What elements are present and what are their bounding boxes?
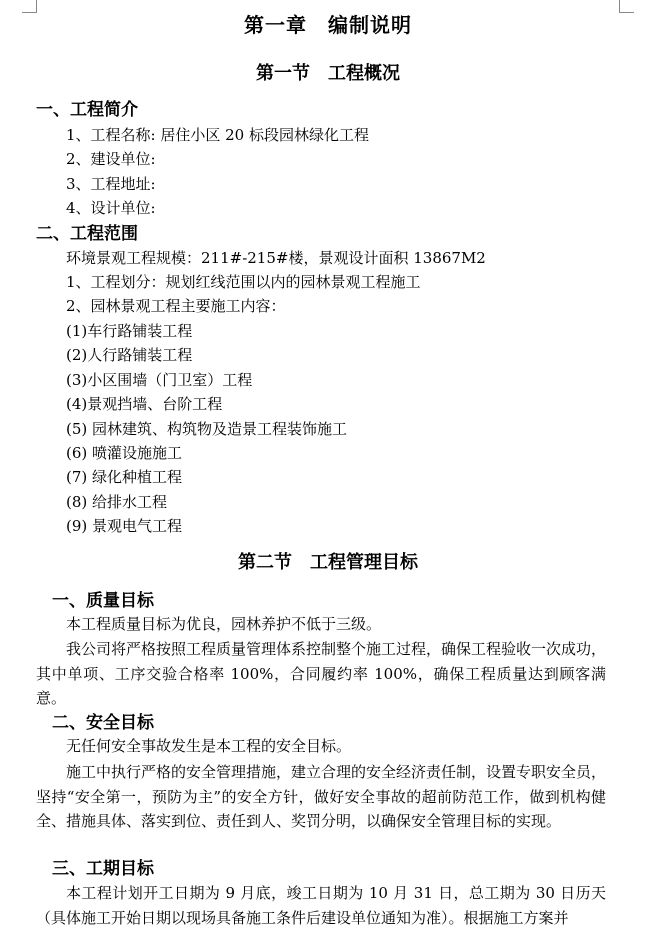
safety-paragraph-2: 施工中执行严格的安全管理措施，建立合理的安全经济责任制，设置专职安全员，坚持“安全第一，预防为主”的安全方针，做好安全事故的超前防范工作，做到机构健全、措施具体、落实到位、责任到人、奖罚分明，以确保安全管理目标的实现。 xyxy=(36,763,607,830)
intro-item-designer: 4、设计单位: xyxy=(66,199,156,217)
intro-item-name: 1、工程名称: 居住小区 20 标段园林绿化工程 xyxy=(66,126,369,144)
heading-quality-target: 一、质量目标 xyxy=(52,591,154,611)
scope-division: 1、工程划分：规划红线范围以内的园林景观工程施工 xyxy=(66,273,421,291)
section-title-management: 第二节 工程管理目标 xyxy=(238,552,418,573)
safety-paragraph-1: 无任何安全事故发生是本工程的安全目标。 xyxy=(66,737,352,755)
scope-scale: 环境景观工程规模：211#-215#楼，景观设计面积 13867M2 xyxy=(66,249,486,267)
scope-item: (5) 园林建筑、构筑物及造景工程装饰施工 xyxy=(66,420,348,438)
section-title-overview: 第一节 工程概况 xyxy=(256,63,400,84)
quality-paragraph-1: 本工程质量目标为优良，园林养护不低于三级。 xyxy=(66,615,382,633)
scope-item: (3)小区围墙（门卫室）工程 xyxy=(66,371,253,389)
scope-item: (2)人行路铺装工程 xyxy=(66,346,193,364)
scope-item: (9) 景观电气工程 xyxy=(66,517,183,535)
heading-project-scope: 二、工程范围 xyxy=(36,224,138,244)
scope-item: (8) 给排水工程 xyxy=(66,493,168,511)
intro-item-address: 3、工程地址: xyxy=(66,175,156,193)
schedule-paragraph-1: 本工程计划开工日期为 9 月底，竣工日期为 10 月 31 日，总工期为 30 日历天（具体施工开始日期以现场具备施工条件后建设单位通知为准）。根据施工方案并 xyxy=(36,884,606,927)
chapter-title: 第一章 编制说明 xyxy=(244,13,412,37)
scope-content-label: 2、园林景观工程主要施工内容： xyxy=(66,297,286,315)
scope-item: (7) 绿化种植工程 xyxy=(66,468,183,486)
quality-paragraph-2: 我公司将严格按照工程质量管理体系控制整个施工过程，确保工程验收一次成功，其中单项、工序交验合格率 100%，合同履约率 100%，确保工程质量达到顾客满意。 xyxy=(36,640,607,707)
intro-item-owner: 2、建设单位: xyxy=(66,150,156,168)
scope-item: (4)景观挡墙、台阶工程 xyxy=(66,395,223,413)
heading-project-intro: 一、工程简介 xyxy=(36,100,138,120)
scope-item: (6) 喷灌设施施工 xyxy=(66,444,183,462)
heading-schedule-target: 三、工期目标 xyxy=(52,859,154,879)
scope-item: (1)车行路铺装工程 xyxy=(66,322,193,340)
heading-safety-target: 二、安全目标 xyxy=(52,713,154,733)
